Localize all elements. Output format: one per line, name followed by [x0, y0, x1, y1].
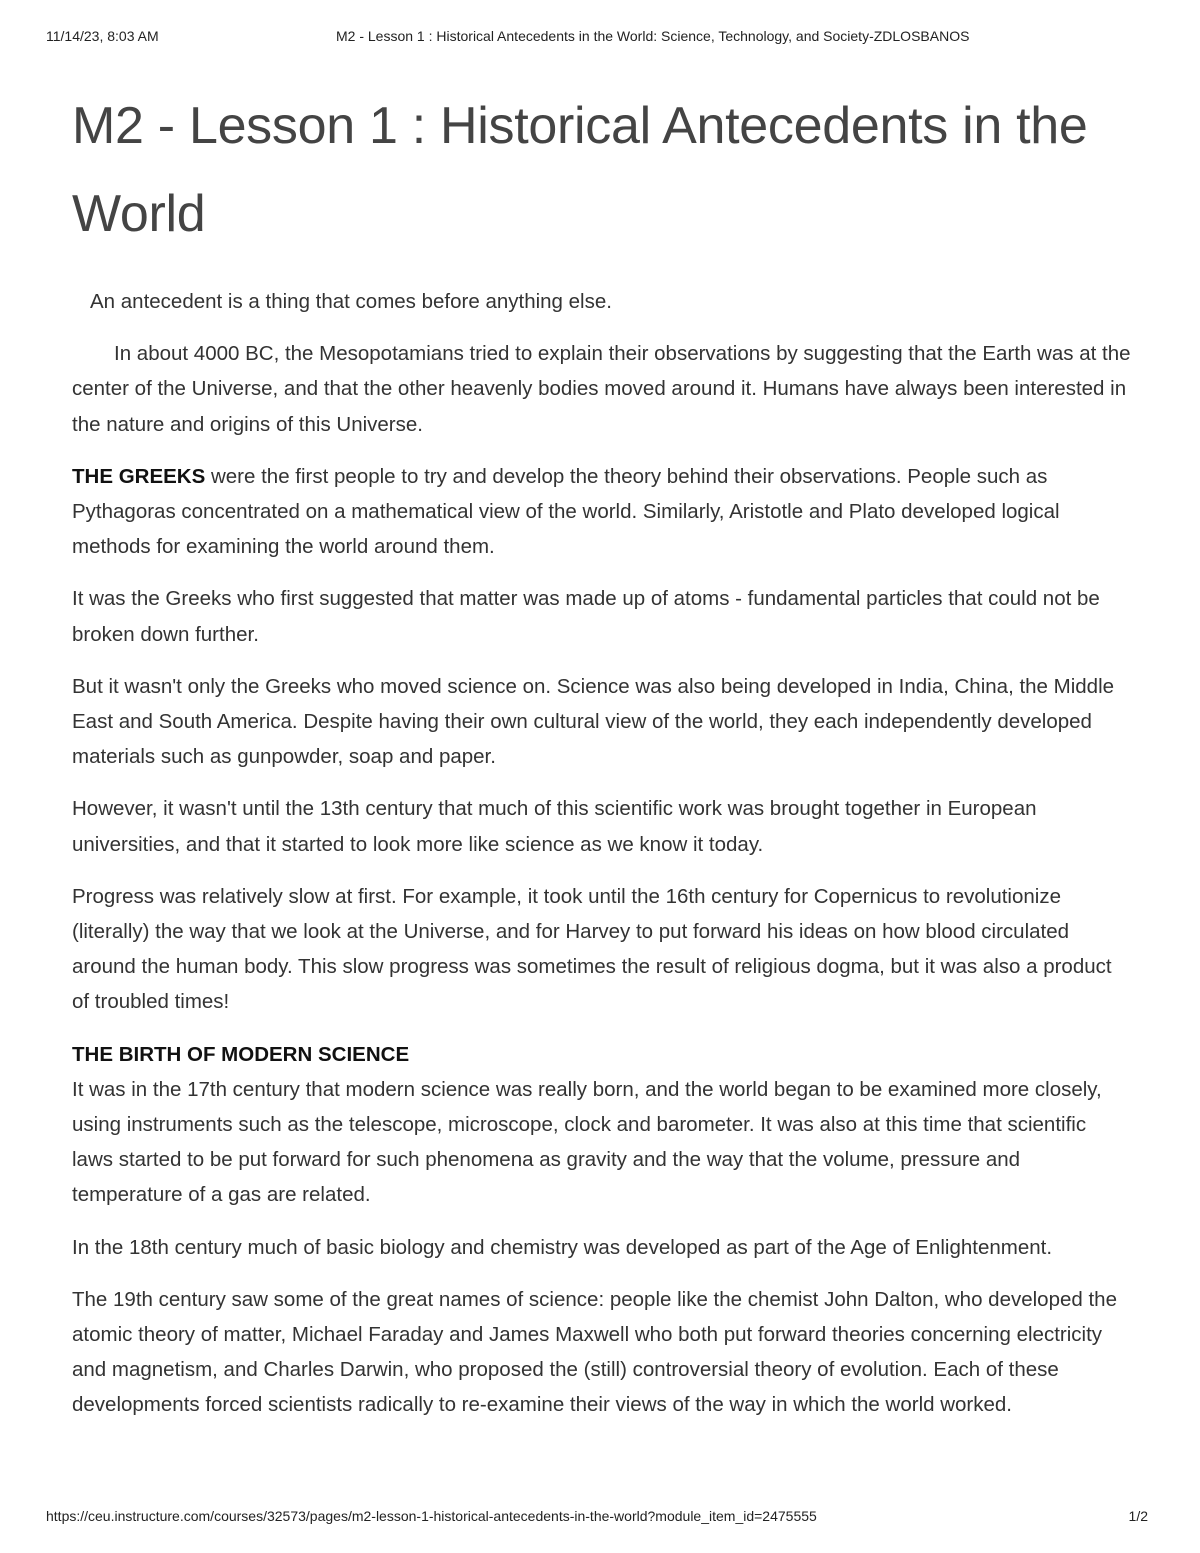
- paragraph-atoms: It was the Greeks who first suggested that matter was made up of atoms - fundamental particles that could not be broken down further.: [72, 587, 1100, 646]
- page-url: https://ceu.instructure.com/courses/32573/pages/m2-lesson-1-historical-antecedents-in-the-world?module_item_id=2475555: [46, 1508, 817, 1524]
- page-title: M2 - Lesson 1 : Historical Antecedents in the World: [72, 97, 1088, 243]
- print-header: [46, 28, 1154, 50]
- page-number: 1/2: [1128, 1508, 1148, 1524]
- page-content: [72, 82, 1132, 1440]
- greeks-text: were the first people to try and develop the theory behind their observations. People such as Pythagoras concentrated on a mathematical view of the world. Similarly, Aristotle and Plato developed logical methods for examining the world around them.: [72, 464, 1060, 559]
- paragraph-modern-science: [72, 1037, 1132, 1213]
- paragraph-progress: Progress was relatively slow at first. For example, it took until the 16th century for Copernicus to revolutionize (literally) the way that we look at the Universe, and for Harvey to put forward his ideas on how blood circulated around the human body. This slow progress was sometimes the result of religious dogma, but it was also a product of troubled times!: [72, 884, 1112, 1014]
- lesson-body: [72, 284, 1132, 1423]
- paragraph-18th-century: In the 18th century much of basic biology and chemistry was developed as part of the Age of Enlightenment.: [72, 1235, 1053, 1259]
- paragraph-19th-century: The 19th century saw some of the great names of science: people like the chemist John Dalton, who developed the atomic theory of matter, Michael Faraday and James Maxwell who both put forward theories concerning electricity and magnetism, and Charles Darwin, who proposed the (still) controversial theory of evolution. Each of these developments forced scientists radically to re-examine their views of the way in which the world worked.: [72, 1287, 1117, 1417]
- print-document-title: M2 - Lesson 1 : Historical Antecedents in the World: Science, Technology, and Society-ZDLOSBANOS: [336, 28, 970, 44]
- paragraph-greeks: [72, 459, 1132, 565]
- paragraph-other-cultures: But it wasn't only the Greeks who moved science on. Science was also being developed in India, China, the Middle East and South America. Despite having their own cultural view of the world, they each independently developed materials such as gunpowder, soap and paper.: [72, 674, 1115, 769]
- print-date: 11/14/23, 8:03 AM: [46, 28, 159, 44]
- paragraph-mesopotamians: In about 4000 BC, the Mesopotamians tried to explain their observations by suggesting that the Earth was at the center of the Universe, and that the other heavenly bodies moved around it. Humans have always been interested in the nature and origins of this Universe.: [72, 342, 1131, 436]
- modern-science-text: It was in the 17th century that modern science was really born, and the world began to be examined more closely, using instruments such as the telescope, microscope, clock and barometer. It was also at this time that scientific laws started to be put forward for such phenomena as gravity and the way that the volume, pressure and temperature of a gas are related.: [72, 1077, 1102, 1207]
- paragraph-antecedent-definition: An antecedent is a thing that comes before anything else.: [90, 290, 612, 313]
- print-footer: [46, 1508, 1154, 1530]
- paragraph-13th-century: However, it wasn't until the 13th century that much of this scientific work was brought together in European universities, and that it started to look more like science as we know it today.: [72, 797, 1037, 856]
- greeks-bold-label: THE GREEKS: [72, 464, 206, 488]
- section-heading-modern-science: THE BIRTH OF MODERN SCIENCE: [72, 1042, 410, 1066]
